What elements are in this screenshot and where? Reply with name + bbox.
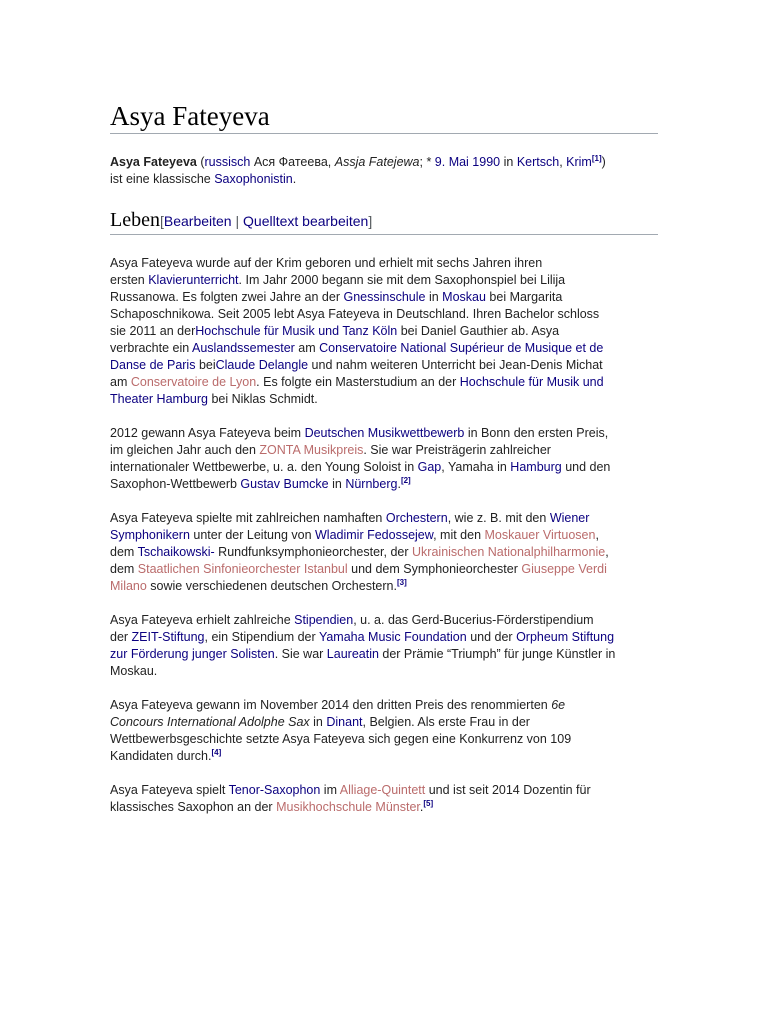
footnote-ref-4[interactable]: [4] (211, 747, 222, 757)
link-deutscher-musikwettbewerb[interactable]: Deutschen Musikwettbewerb (304, 426, 465, 440)
edit-link[interactable]: Bearbeiten (163, 213, 232, 229)
link-zeit-stiftung[interactable]: ZEIT-Stiftung (131, 630, 205, 644)
paragraph-adolphe-sax: Asya Fateyeva gewann im November 2014 den dritten Preis des renommierten 6e Concours International Adolphe Sax in Dinant, Belgien. Als erste Frau in der Wettbewerbsgeschichte setzte Asya Fateyeva sich gegen eine Konkurrenz von 109 Kandidaten durch.[4] (110, 698, 572, 763)
footnote-ref-2[interactable]: [2] (400, 475, 411, 485)
article (110, 100, 658, 816)
link-tenor-saxophon[interactable]: Tenor-Saxophon (228, 783, 321, 797)
link-moskau[interactable]: Moskau (442, 290, 486, 304)
link-saxophonistin[interactable]: Saxophonistin (214, 172, 293, 186)
link-kertsch[interactable]: Kertsch (516, 155, 560, 169)
intro-paragraph: Asya Fateyeva (russisch Ася Фатеева, Assja Fatejewa; * 9. Mai 1990 in Kertsch, Krim[1]) ist eine klassische Saxophonistin. (110, 153, 606, 186)
competition-name: Concours International Adolphe Sax (110, 715, 310, 729)
link-cnsmd-paris-cont[interactable]: Danse de Paris (110, 358, 196, 372)
link-russisch[interactable]: russisch (204, 155, 251, 169)
footnote-ref-3[interactable]: [3] (396, 577, 407, 587)
link-fedossejew[interactable]: Wladimir Fedossejew (315, 528, 434, 542)
footnote-ref-1[interactable]: [1] (591, 153, 602, 163)
footnote-ref-5[interactable]: [5] (423, 798, 434, 808)
link-giuseppe-verdi[interactable]: Giuseppe Verdi (521, 562, 607, 576)
link-moskauer-virtuosen[interactable]: Moskauer Virtuosen (484, 528, 596, 542)
subject-name: Asya Fateyeva (110, 155, 197, 169)
link-alliage-quintett[interactable]: Alliage-Quintett (339, 783, 426, 797)
transliteration: Assja Fatejewa (334, 155, 420, 169)
link-tschaikowski[interactable]: Tschaikowski- (137, 545, 215, 559)
link-conservatoire-lyon[interactable]: Conservatoire de Lyon (130, 375, 257, 389)
paragraph-scholarships: Asya Fateyeva erhielt zahlreiche Stipendien, u. a. das Gerd-Bucerius-Förderstipendium der ZEIT-Stiftung, ein Stipendium der Yamaha Music Foundation und der Orpheum Stiftung zur Förderung junger Solisten. Sie war Laureatin der Prämie “Triumph” für junge Künstler in Moskau. (110, 613, 616, 678)
link-cnsmd-paris[interactable]: Conservatoire National Supérieur de Musique et de (319, 341, 604, 355)
paragraph-orchestras: Asya Fateyeva spielte mit zahlreichen namhaften Orchestern, wie z. B. mit den Wiener Symphonikern unter der Leitung von Wladimir Fedossejew, mit den Moskauer Virtuosen, dem Tschaikowski- Rundfunksymphonieorchester, der Ukrainischen Nationalphilharmonie, dem Staatlichen Sinfonieorchester Istanbul und dem Symphonieorchester Giuseppe Verdi Milano sowie verschiedenen deutschen Orchestern.[3] (110, 511, 609, 593)
page-title: Asya Fateyeva (110, 100, 658, 134)
link-klavierunterricht[interactable]: Klavierunterricht (148, 273, 239, 287)
paragraph-teaching: Asya Fateyeva spielt Tenor-Saxophon im Alliage-Quintett und ist seit 2014 Dozentin für klassisches Saxophon an der Musikhochschule Münster.[5] (110, 783, 591, 814)
link-krim[interactable]: Krim (566, 155, 592, 169)
link-dinant[interactable]: Dinant (326, 715, 363, 729)
section-title: Leben (110, 209, 160, 231)
link-hamburg[interactable]: Hamburg (510, 460, 562, 474)
link-giuseppe-verdi-cont[interactable]: Milano (110, 579, 147, 593)
link-gap[interactable]: Gap (417, 460, 442, 474)
link-gnessinschule[interactable]: Gnessinschule (343, 290, 426, 304)
link-auslandssemester[interactable]: Auslandssemester (192, 341, 295, 355)
link-sinfonieorchester-istanbul[interactable]: Staatlichen Sinfonieorchester Istanbul (137, 562, 348, 576)
link-stipendien[interactable]: Stipendien (294, 613, 354, 627)
section-heading (110, 208, 658, 235)
paragraph-awards: 2012 gewann Asya Fateyeva beim Deutschen Musikwettbewerb in Bonn den ersten Preis, im gleichen Jahr auch den ZONTA Musikpreis. Sie war Preisträgerin zahlreicher internationaler Wettbewerbe, u. a. den Young Soloist in Gap, Yamaha in Hamburg und den Saxophon-Wettbewerb Gustav Bumcke in Nürnberg.[2] (110, 426, 611, 491)
edit-section-links: [Bearbeiten | Quelltext bearbeiten] (159, 213, 373, 229)
link-orpheum-stiftung[interactable]: Orpheum Stiftung (516, 630, 615, 644)
edit-source-link[interactable]: Quelltext bearbeiten (243, 213, 369, 229)
link-musikhochschule-muenster[interactable]: Musikhochschule Münster (276, 800, 420, 814)
link-ukrainische-nationalphilharmonie[interactable]: Ukrainischen Nationalphilharmonie (412, 545, 606, 559)
paragraph-early-life: Asya Fateyeva wurde auf der Krim geboren und erhielt mit sechs Jahren ihren ersten Klavierunterricht. Im Jahr 2000 begann sie mit dem Saxophonspiel bei Lilija Russanowa. Es folgten zwei Jahre an der Gnessinschule in Moskau bei Margarita Schaposchnikowa. Seit 2005 lebt Asya Fateyeva in Deutschland. Ihren Bachelor schloss sie 2011 an derHochschule für Musik und Tanz Köln bei Daniel Gauthier ab. Asya verbrachte ein Auslandssemester am Conservatoire National Supérieur de Musique et de Danse de Paris beiClaude Delangle und nahm weiteren Unterricht bei Jean-Denis Michat am Conservatoire de Lyon. Es folgte ein Masterstudium an der Hochschule für Musik und Theater Hamburg bei Niklas Schmidt. (110, 256, 604, 406)
link-yamaha-music-foundation[interactable]: Yamaha Music Foundation (318, 630, 467, 644)
link-nuernberg[interactable]: Nürnberg (345, 477, 398, 491)
link-wiener-symphoniker[interactable]: Wiener (549, 511, 590, 525)
link-orpheum-stiftung-cont[interactable]: zur Förderung junger Solisten (110, 647, 275, 661)
link-claude-delangle[interactable]: Claude Delangle (215, 358, 309, 372)
link-hfmt-koeln[interactable]: Hochschule für Musik und Tanz Köln (195, 324, 398, 338)
link-hfmt-hamburg-cont[interactable]: Theater Hamburg (110, 392, 208, 406)
link-laureatin[interactable]: Laureatin (326, 647, 379, 661)
link-hfmt-hamburg[interactable]: Hochschule für Musik und (459, 375, 604, 389)
link-zonta-musikpreis[interactable]: ZONTA Musikpreis (259, 443, 364, 457)
link-birth-date[interactable]: 9. Mai 1990 (434, 155, 501, 169)
link-orchestern[interactable]: Orchestern (385, 511, 448, 525)
link-wiener-symphoniker-cont[interactable]: Symphonikern (110, 528, 190, 542)
link-gustav-bumcke[interactable]: Gustav Bumcke (240, 477, 329, 491)
